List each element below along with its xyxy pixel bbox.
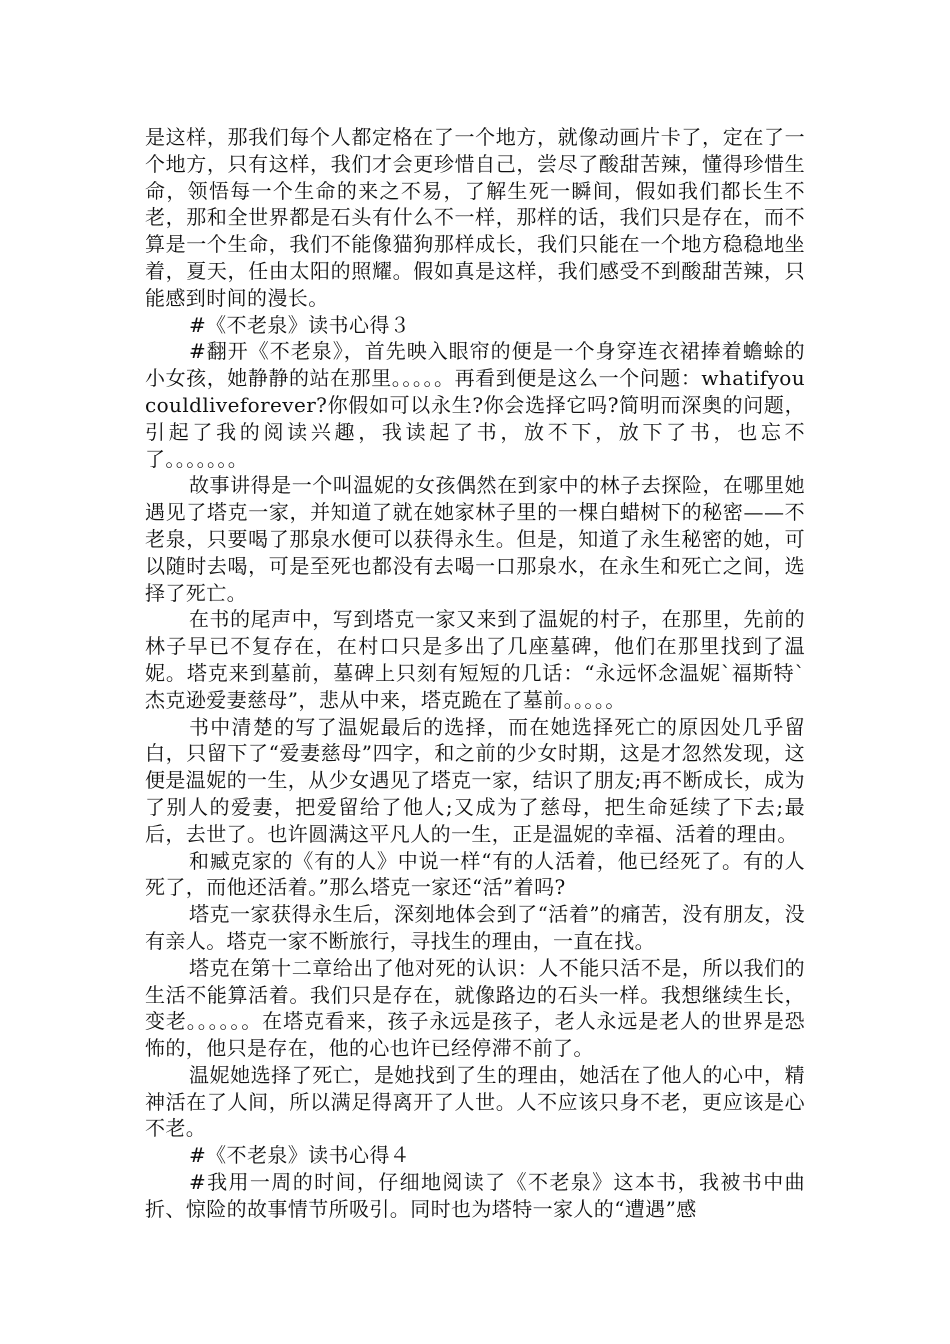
document-body bbox=[145, 124, 805, 1223]
section-heading-3: #《不老泉》读书心得３ bbox=[189, 312, 411, 337]
paragraph-section-4-start: #我用一周的时间，仔细地阅读了《不老泉》这本书，我被书中曲折、惊险的故事情节所吸引。同时也为塔特一家人的“遭遇”感 bbox=[145, 1170, 805, 1221]
paragraph-ending: 在书的尾声中，写到塔克一家又来到了温妮的村子，在那里，先前的林子早已不复存在，在村口只是多出了几座墓碑，他们在那里找到了温妮。塔克来到墓前，墓碑上只刻有短短的几话：“永远怀念温妮`福斯特`杰克逊爱妻慈母”，悲从中来，塔克跪在了墓前。。。。。 bbox=[145, 607, 805, 712]
paragraph-conclusion: 温妮她选择了死亡，是她找到了生的理由，她活在了他人的心中，精神活在了人间，所以满足得离开了人世。人不应该只身不老，更应该是心不老。 bbox=[145, 1062, 805, 1141]
paragraph-choice: 书中清楚的写了温妮最后的选择，而在她选择死亡的原因处几乎留白，只留下了“爱妻慈母”四字，和之前的少女时期，这是才忽然发现，这便是温妮的一生，从少女遇见了塔克一家，结识了朋友;再不断成长，成为了别人的爱妻，把爱留给了他人;又成为了慈母，把生命延续了下去;最后，去世了。也许圆满这平凡人的一生，正是温妮的幸福、活着的理由。 bbox=[145, 714, 805, 846]
paragraph-story: 故事讲得是一个叫温妮的女孩偶然在到家中的林子去探险，在哪里她遇见了塔克一家，并知道了就在她家林子里的一棵白蜡树下的秘密——不老泉，只要喝了那泉水便可以获得永生。但是，知道了永生秘密的她，可以随时去喝，可是至死也都没有去喝一口那泉水，在永生和死亡之间，选择了死亡。 bbox=[145, 473, 805, 605]
paragraph-pain: 塔克一家获得永生后，深刻地体会到了“活着”的痛苦，没有朋友，没有亲人。塔克一家不断旅行，寻找生的理由，一直在找。 bbox=[145, 902, 805, 953]
section-heading-4: #《不老泉》读书心得４ bbox=[189, 1143, 411, 1168]
paragraph-quote: 和臧克家的《有的人》中说一样“有的人活着，他已经死了。有的人死了，而他还活着。”那么塔克一家还“活”着吗? bbox=[145, 848, 805, 900]
paragraph-intro: #翻开《不老泉》，首先映入眼帘的便是一个身穿连衣裙捧着蟾蜍的小女孩，她静静的站在那里。。。。。再看到便是这么一个问题：whatifyoucouldliveforever?你假如可以永生?你会选择它吗?简明而深奥的问题，引起了我的阅读兴趣，我读起了书，放不下，放下了书，也忘不了。。。。。。。 bbox=[145, 339, 805, 471]
paragraph-chapter-twelve: 塔克在第十二章给出了他对死的认识：人不能只活不是，所以我们的生活不能算活着。我们只是存在，就像路边的石头一样。我想继续生长，变老。。。。。。在塔克看来，孩子永远是孩子，老人永远是老人的世界是恐怖的，他只是存在，他的心也许已经停滞不前了。 bbox=[145, 955, 805, 1061]
paragraph-continuation: 是这样，那我们每个人都定格在了一个地方，就像动画片卡了，定在了一个地方，只有这样，我们才会更珍惜自己，尝尽了酸甜苦辣，懂得珍惜生命，领悟每一个生命的来之不易，了解生死一瞬间，假如我们都长生不老，那和全世界都是石头有什么不一样，那样的话，我们只是存在，而不算是一个生命，我们不能像猫狗那样成长，我们只能在一个地方稳稳地坐着，夏天，任由太阳的照耀。假如真是这样，我们感受不到酸甜苦辣，只能感到时间的漫长。 bbox=[145, 125, 805, 310]
